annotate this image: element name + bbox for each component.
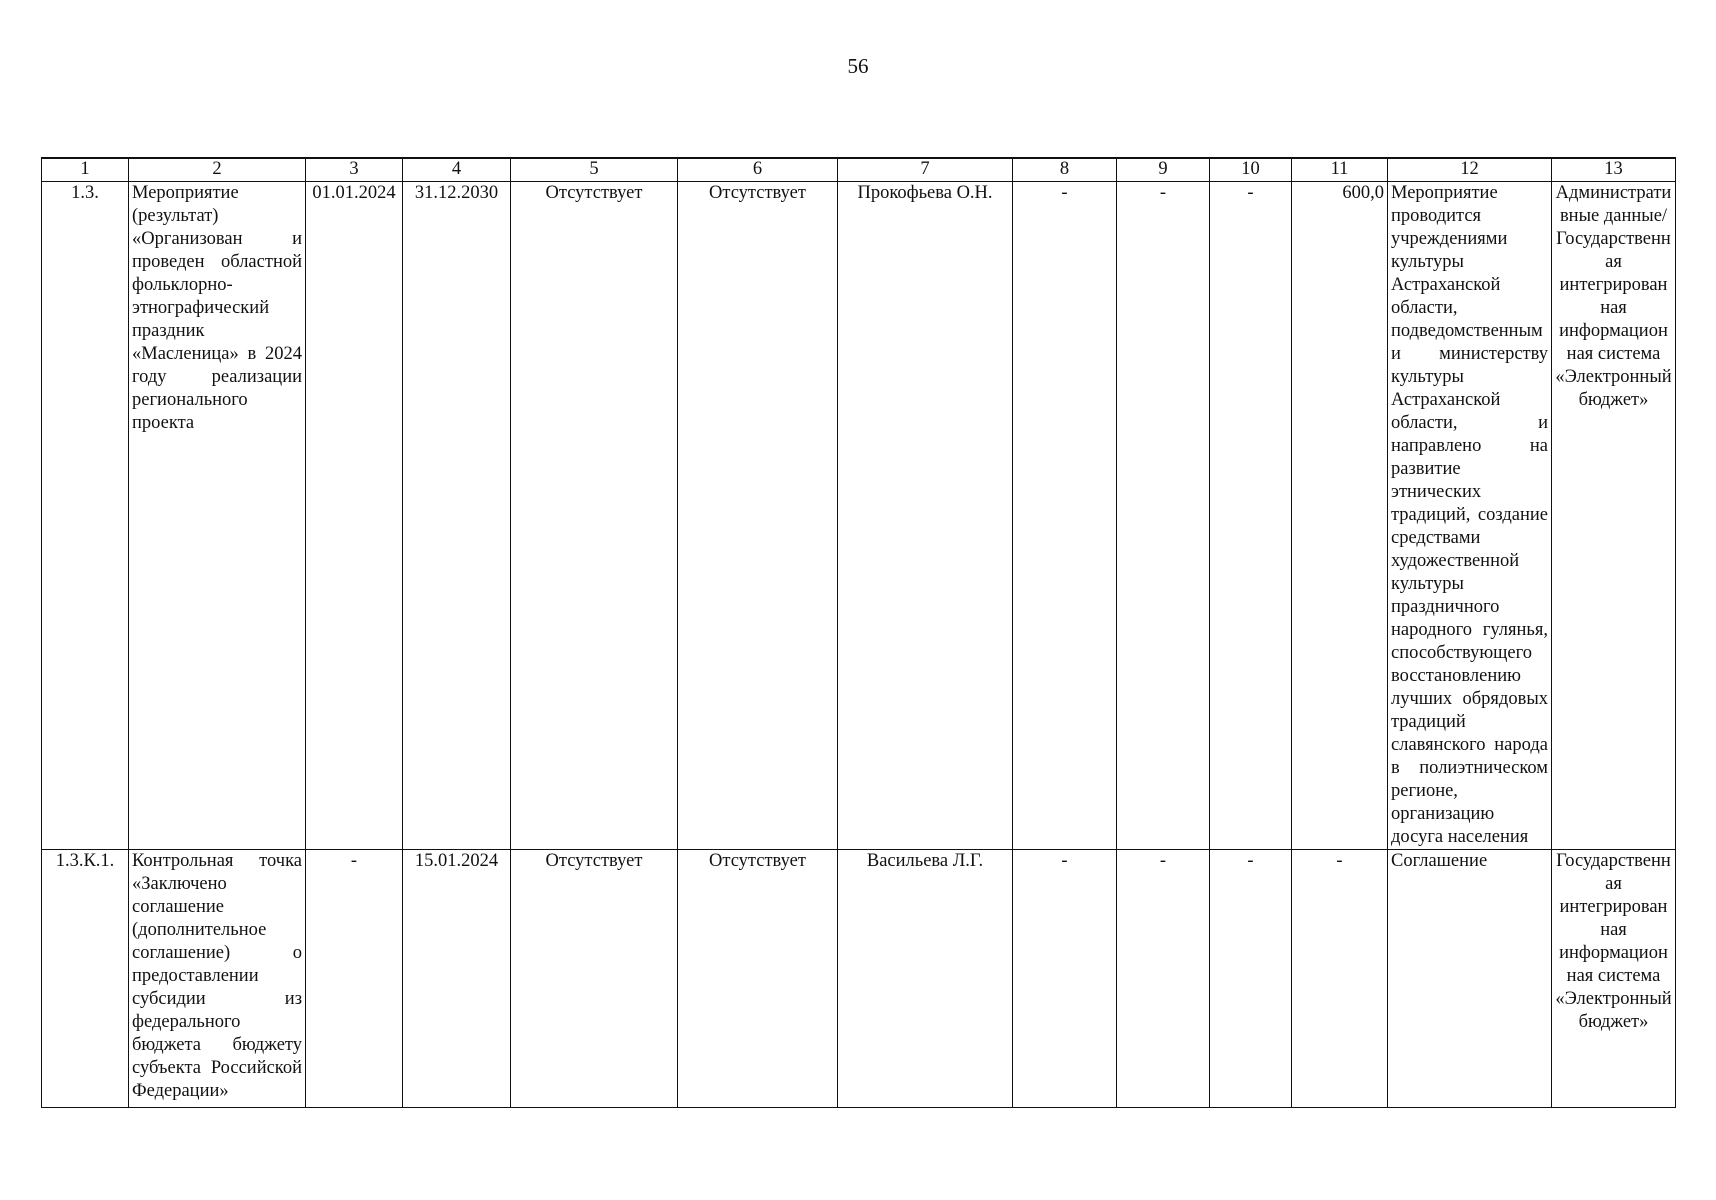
column-10-cell: -	[1210, 182, 1292, 850]
column-8-cell: -	[1013, 850, 1117, 1108]
plan-table	[41, 157, 1676, 1108]
column-10-cell: -	[1210, 850, 1292, 1108]
column-5-cell: Отсутствует	[511, 850, 678, 1108]
start-date-cell: 01.01.2024	[306, 182, 403, 850]
column-header: 2	[129, 158, 306, 182]
end-date-cell: 31.12.2030	[403, 182, 511, 850]
column-header: 8	[1013, 158, 1117, 182]
column-header: 9	[1117, 158, 1210, 182]
column-header: 13	[1552, 158, 1676, 182]
row-number-cell: 1.3.	[42, 182, 129, 850]
column-6-cell: Отсутствует	[678, 182, 838, 850]
row-number-cell: 1.3.К.1.	[42, 850, 129, 1108]
column-8-cell: -	[1013, 182, 1117, 850]
data-source-cell: Административные данные/ Государственная интегрированная информационная система «Электронный бюджет»	[1552, 182, 1676, 850]
column-9-cell: -	[1117, 182, 1210, 850]
table-row	[42, 182, 1676, 850]
column-header: 5	[511, 158, 678, 182]
column-header: 6	[678, 158, 838, 182]
page-number: 56	[847, 54, 869, 78]
column-header: 1	[42, 158, 129, 182]
amount-cell: 600,0	[1292, 182, 1388, 850]
end-date-cell: 15.01.2024	[403, 850, 511, 1108]
column-header: 10	[1210, 158, 1292, 182]
column-header: 12	[1388, 158, 1552, 182]
column-header: 4	[403, 158, 511, 182]
data-source-cell: Государственная интегрированная информационная система «Электронный бюджет»	[1552, 850, 1676, 1108]
table-header-row	[42, 158, 1676, 182]
start-date-cell: -	[306, 850, 403, 1108]
responsible-person-cell: Прокофьева О.Н.	[838, 182, 1013, 850]
column-header: 7	[838, 158, 1013, 182]
description-cell: Соглашение	[1388, 850, 1552, 1108]
column-5-cell: Отсутствует	[511, 182, 678, 850]
column-header: 3	[306, 158, 403, 182]
responsible-person-cell: Васильева Л.Г.	[838, 850, 1013, 1108]
activity-name-cell: Контрольная точка «Заключено соглашение (дополнительное соглашение) о предоставлении субсидии из федерального бюджета бюджету субъекта Российской Федерации»	[129, 850, 306, 1108]
column-6-cell: Отсутствует	[678, 850, 838, 1108]
amount-cell: -	[1292, 850, 1388, 1108]
description-cell: Мероприятие проводится учреждениями культуры Астраханской области, подведомственными министерству культуры Астраханской области, и направлено на развитие этнических традиций, создание средствами художественной культуры праздничного народного гулянья, способствующего восстановлению лучших обрядовых традиций славянского народа в полиэтническом регионе, организацию досуга населения	[1388, 182, 1552, 850]
column-9-cell: -	[1117, 850, 1210, 1108]
column-header: 11	[1292, 158, 1388, 182]
activity-name-cell: Мероприятие (результат) «Организован и проведен областной фольклорно-этнографический праздник «Масленица» в 2024 году реализации регионального проекта	[129, 182, 306, 850]
table-row	[42, 850, 1676, 1108]
